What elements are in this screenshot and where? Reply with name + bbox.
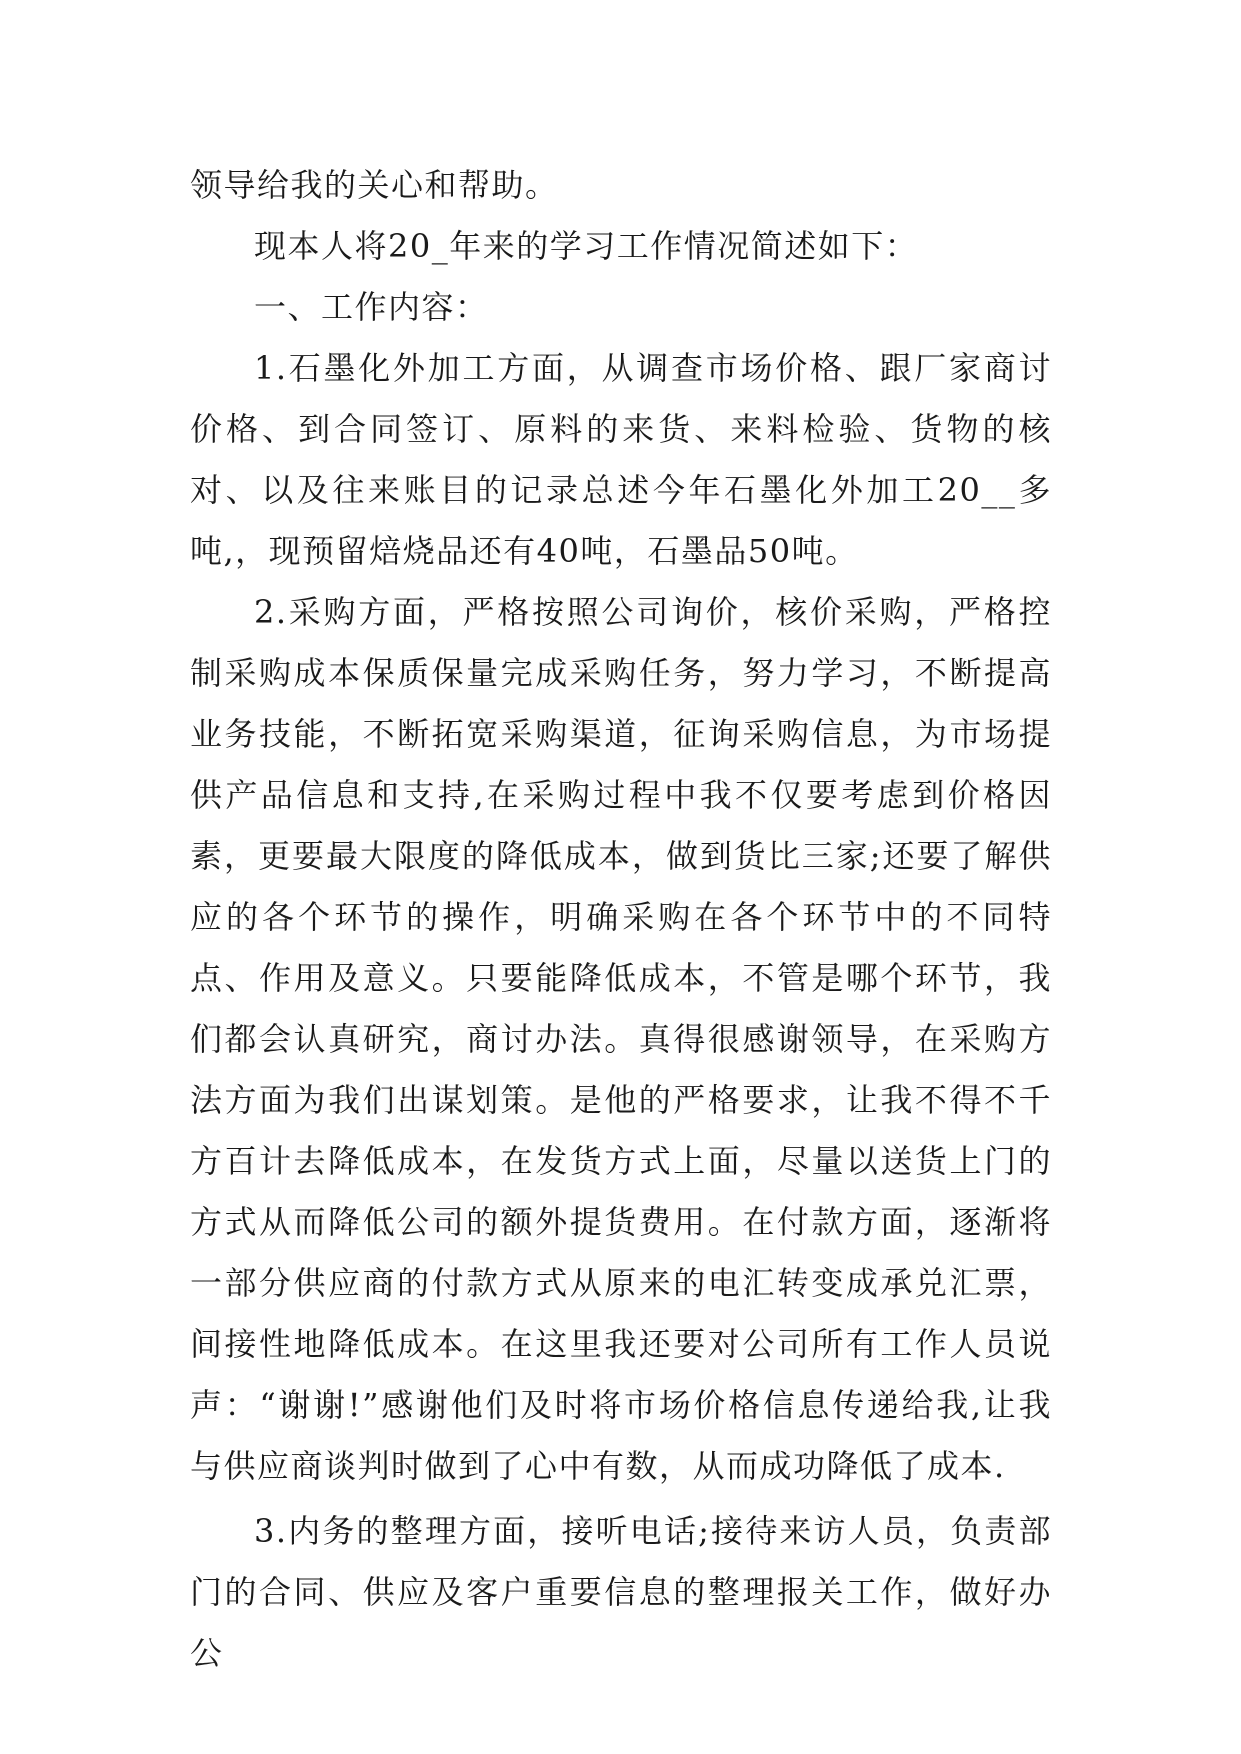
section-heading-work-content: 一、工作内容：: [254, 288, 489, 326]
paragraph-graphitization: 1.石墨化外加工方面，从调查市场价格、跟厂家商讨价格、到合同签订、原料的来货、来料检验、货物的核对、以及往来账目的记录总述今年石墨化外加工20__多吨,，现预留焙烧品还有40吨，石墨品50吨。: [190, 349, 1052, 570]
paragraph-internal-affairs: 3.内务的整理方面，接听电话;接待来访人员，负责部门的合同、供应及客户重要信息的整理报关工作，做好办公: [190, 1512, 1052, 1672]
paragraph-intro: 现本人将20_年来的学习工作情况简述如下：: [254, 227, 919, 265]
document-body: [190, 155, 1052, 1684]
paragraph-procurement: 2.采购方面，严格按照公司询价，核价采购，严格控制采购成本保质保量完成采购任务，努力学习，不断提高业务技能，不断拓宽采购渠道，征询采购信息，为市场提供产品信息和支持,在采购过程中我不仅要考虑到价格因素，更要最大限度的降低成本，做到货比三家;还要了解供应的各个环节的操作，明确采购在各个环节中的不同特点、作用及意义。只要能降低成本，不管是哪个环节，我们都会认真研究，商讨办法。真得很感谢领导，在采购方法方面为我们出谋划策。是他的严格要求，让我不得不千方百计去降低成本，在发货方式上面，尽量以送货上门的方式从而降低公司的额外提货费用。在付款方面，逐渐将一部分供应商的付款方式从原来的电汇转变成承兑汇票，间接性地降低成本。在这里我还要对公司所有工作人员说声：“谢谢!”感谢他们及时将市场价格信息传递给我,让我与供应商谈判时做到了心中有数，从而成功降低了成本.: [190, 593, 1052, 1485]
paragraph-continuation: 领导给我的关心和帮助。: [190, 166, 559, 204]
